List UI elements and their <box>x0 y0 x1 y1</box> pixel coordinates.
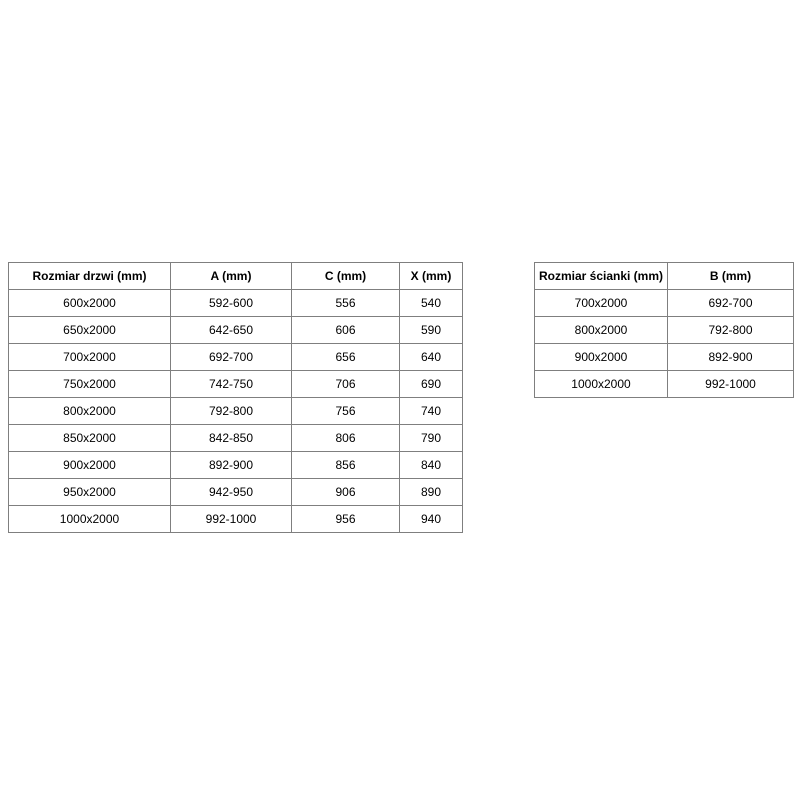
table-cell: 840 <box>400 452 463 479</box>
table-cell: 792-800 <box>668 317 794 344</box>
header-row <box>535 263 794 290</box>
table-cell: 942-950 <box>171 479 292 506</box>
table-cell: 606 <box>292 317 400 344</box>
table-cell: 842-850 <box>171 425 292 452</box>
table-row <box>535 317 794 344</box>
table-cell: 1000x2000 <box>535 371 668 398</box>
wall-size-table <box>534 262 794 398</box>
table-cell: 740 <box>400 398 463 425</box>
table-cell: 950x2000 <box>9 479 171 506</box>
table-cell: 640 <box>400 344 463 371</box>
table-cell: 692-700 <box>171 344 292 371</box>
table-row <box>535 290 794 317</box>
table-row <box>9 479 463 506</box>
table-cell: 1000x2000 <box>9 506 171 533</box>
table-cell: 790 <box>400 425 463 452</box>
door-size-table <box>8 262 463 533</box>
column-header: Rozmiar drzwi (mm) <box>9 263 171 290</box>
header-row <box>9 263 463 290</box>
table-row <box>9 398 463 425</box>
table-cell: 900x2000 <box>535 344 668 371</box>
table-cell: 900x2000 <box>9 452 171 479</box>
table-row <box>9 425 463 452</box>
table-cell: 992-1000 <box>668 371 794 398</box>
table-row <box>9 506 463 533</box>
table-cell: 656 <box>292 344 400 371</box>
table-cell: 956 <box>292 506 400 533</box>
table-cell: 892-900 <box>668 344 794 371</box>
table-cell: 906 <box>292 479 400 506</box>
table-cell: 750x2000 <box>9 371 171 398</box>
table-cell: 540 <box>400 290 463 317</box>
table-row <box>9 317 463 344</box>
table-cell: 792-800 <box>171 398 292 425</box>
table-cell: 700x2000 <box>9 344 171 371</box>
table-cell: 600x2000 <box>9 290 171 317</box>
table-cell: 892-900 <box>171 452 292 479</box>
table-row <box>535 371 794 398</box>
table-cell: 700x2000 <box>535 290 668 317</box>
column-header: C (mm) <box>292 263 400 290</box>
table-row <box>9 344 463 371</box>
table-row <box>9 290 463 317</box>
table-cell: 800x2000 <box>535 317 668 344</box>
table-cell: 800x2000 <box>9 398 171 425</box>
table-cell: 756 <box>292 398 400 425</box>
column-header: A (mm) <box>171 263 292 290</box>
column-header: B (mm) <box>668 263 794 290</box>
column-header: Rozmiar ścianki (mm) <box>535 263 668 290</box>
table-cell: 992-1000 <box>171 506 292 533</box>
table-cell: 692-700 <box>668 290 794 317</box>
table-cell: 940 <box>400 506 463 533</box>
table-cell: 742-750 <box>171 371 292 398</box>
table-cell: 650x2000 <box>9 317 171 344</box>
table-cell: 590 <box>400 317 463 344</box>
table-cell: 706 <box>292 371 400 398</box>
table-cell: 592-600 <box>171 290 292 317</box>
table-cell: 642-650 <box>171 317 292 344</box>
table-cell: 690 <box>400 371 463 398</box>
table-row <box>9 371 463 398</box>
table-cell: 556 <box>292 290 400 317</box>
table-cell: 856 <box>292 452 400 479</box>
table-row <box>535 344 794 371</box>
table-cell: 890 <box>400 479 463 506</box>
table-cell: 850x2000 <box>9 425 171 452</box>
column-header: X (mm) <box>400 263 463 290</box>
table-row <box>9 452 463 479</box>
table-cell: 806 <box>292 425 400 452</box>
